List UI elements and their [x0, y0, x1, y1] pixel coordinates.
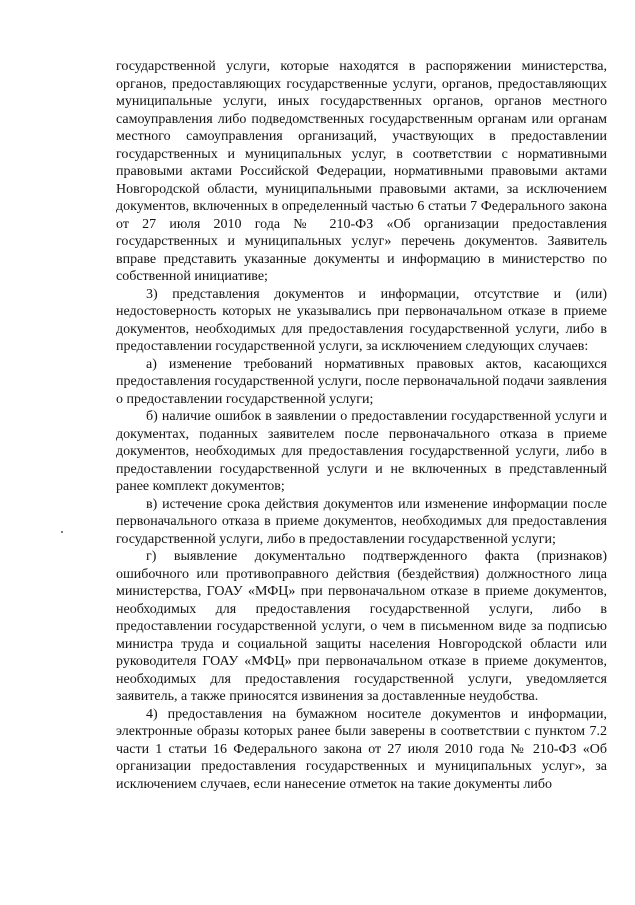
paragraph-item-4: 4) предоставления на бумажном носителе документов и информации, электронные образы которых ранее были заверены в соответствии с пунктом 7.2 части 1 статьи 16 Федерального закона от 27 июля 2010 года № 210-ФЗ «Об организации предоставления государственных и муниципальных услуг», за исключением случаев, если нанесение отметок на такие документы либо [116, 706, 607, 792]
paragraph-item-3: 3) представления документов и информации, отсутствие и (или) недостоверность которых не указывались при первоначальном отказе в приеме документов, необходимых для предоставления государственной услуги, либо в предоставлении государственной услуги, за исключением следующих случаев: [116, 286, 607, 354]
paragraph-item-3a: а) изменение требований нормативных правовых актов, касающихся предоставления государственной услуги, после первоначальной подачи заявления о предоставлении государственной услуги; [116, 356, 607, 407]
paragraph-item-3v: в) истечение срока действия документов или изменение информации после первоначального отказа в приеме документов, необходимых для предоставления государственной услуги, либо в предоставлении государственной услуги; [116, 496, 607, 547]
document-page [116, 58, 607, 793]
paragraph-item-3g: г) выявление документально подтвержденного факта (признаков) ошибочного или противоправного действия (бездействия) должностного лица министерства, ГОАУ «МФЦ» при первоначальном отказе в приеме документов, необходимых для предоставления государственной услуги, либо в предоставлении государственной услуги, о чем в письменном виде за подписью министра труда и социальной защиты населения Новгородской области или руководителя ГОАУ «МФЦ» при первоначальном отказе в приеме документов, необходимых для предоставления государственной услуги, уведомляется заявитель, а также приносятся извинения за доставленные неудобства. [116, 549, 607, 704]
paragraph-item-3b: б) наличие ошибок в заявлении о предоставлении государственной услуги и документах, поданных заявителем после первоначального отказа в приеме документов, необходимых для предоставления государственной услуги, либо в предоставлении государственной услуги и не включенных в представленный ранее комплект документов; [116, 409, 607, 494]
paragraph-continuation: государственной услуги, которые находятся в распоряжении министерства, органов, предоставляющих государственные услуги, органов, предоставляющих муниципальные услуги, иных государственных органов, органов местного самоуправления либо подведомственных государственным органам или органам местного самоуправления организаций, участвующих в предоставлении государственных и муниципальных услуг, в соответствии с нормативными правовыми актами Российской Федерации, нормативными правовыми актами Новгородской области, муниципальными правовыми актами, за исключением документов, включенных в определенный частью 6 статьи 7 Федерального закона от 27 июля 2010 года № 210-ФЗ «Об организации предоставления государственных и муниципальных услуг» перечень документов. Заявитель вправе представить указанные документы и информацию в министерство по собственной инициативе; [116, 59, 607, 284]
scan-artifact-dot [61, 531, 63, 533]
